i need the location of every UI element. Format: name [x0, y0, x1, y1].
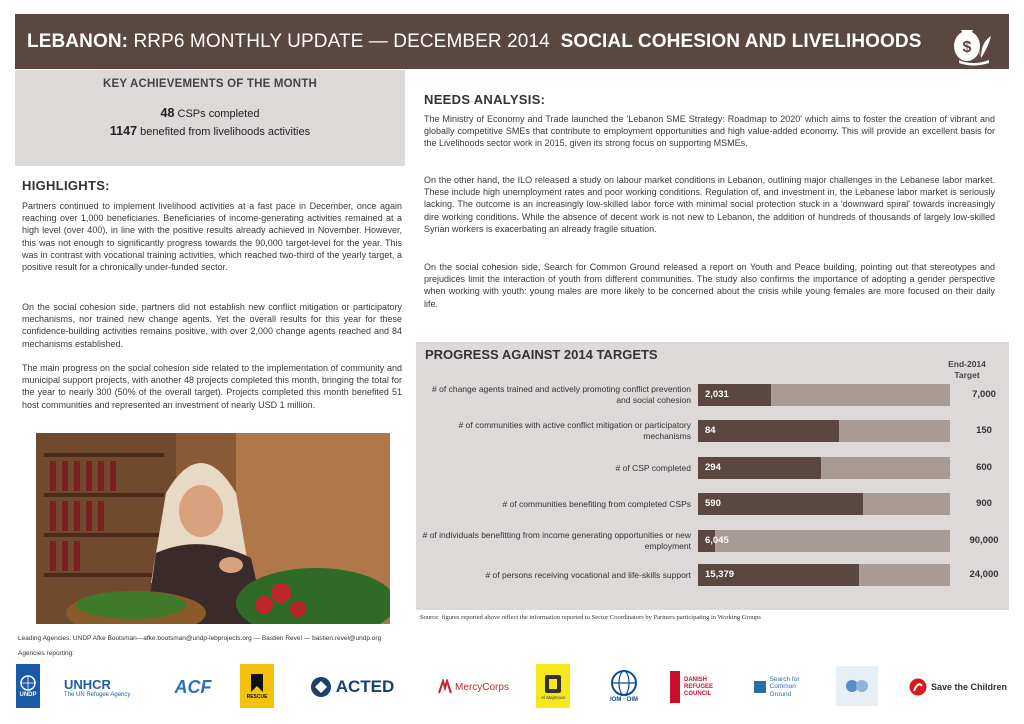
chart-value-label: 84	[705, 425, 716, 436]
mercycorps-logo-text: MercyCorps	[455, 681, 509, 693]
progress-chart	[416, 342, 1009, 610]
sfcg-logo-text: Search for Common Ground	[769, 675, 800, 698]
acted-logo	[302, 670, 402, 704]
chart-title: PROGRESS AGAINST 2014 TARGETS	[425, 347, 658, 362]
svg-text:$: $	[962, 39, 972, 56]
un-emblem-icon	[19, 674, 37, 692]
chart-value-label: 590	[705, 498, 721, 509]
chart-target-bar	[698, 420, 950, 442]
partner-emblem-icon	[843, 676, 871, 696]
mercycorps-emblem-icon	[437, 679, 453, 695]
chart-progress-bar	[698, 420, 839, 442]
agencies-reporting-label: Agencies reporting:	[18, 650, 75, 657]
iom-globe-icon	[610, 669, 638, 697]
chart-value-label: 6,045	[705, 535, 729, 546]
chart-category-label: # of communities benefiting from completed CSPs	[502, 498, 691, 509]
chart-target-label: 90,000	[969, 535, 999, 546]
chart-target-bar	[698, 564, 950, 586]
chart-target-bar	[698, 530, 950, 552]
almajmoua-logo-text: Al Majmoua	[541, 694, 565, 700]
unhcr-logo-text: UNHCR	[64, 676, 111, 692]
needs-analysis-title: NEEDS ANALYSIS:	[424, 92, 546, 107]
chart-value-label: 2,031	[705, 389, 729, 400]
irc-logo-text: RESCUE	[246, 694, 268, 700]
unhcr-logo-subtext: The UN Refugee Agency	[64, 691, 131, 698]
acf-logo	[166, 670, 220, 704]
key-achievements-box	[15, 70, 405, 166]
highlights-paragraph-1: Partners continued to implement livelihood activities at a fast pace in December, once again reaching over 1,000 beneficiaries. Beneficiaries of income-generating activities remained at a high level (over 400), in line with the positive results already achieved in November. However, this was not enough to significantly progress towards the 90,000 target-level for the year. This was in contrast with vocational training activities, which reached two-third of the yearly target, a positive result for a chronically under-funded sector.	[22, 201, 402, 273]
chart-target-bar	[698, 457, 950, 479]
needs-paragraph-1: The Ministry of Economy and Trade launched the 'Lebanon SME Strategy: Roadmap to 2020' which aims to foster the creation of vibrant and globally competitive SMEs that contribute to employment opportunities and high value-added economy. This will provide an excellent basis for the Livelihoods sector work in 2015, given its strong focus on supporting MSMEs.	[424, 114, 995, 149]
save-the-children-emblem-icon	[909, 678, 927, 696]
chart-target-label: 150	[976, 425, 992, 436]
iom-logo	[602, 664, 646, 708]
drc-logo-text: DANISH REFUGEE COUNCIL	[684, 676, 714, 697]
save-the-children-logo-text: Save the Children	[930, 682, 1008, 692]
mercycorps-logo	[428, 670, 518, 704]
chart-category-label: # of persons receiving vocational and life-skills support	[485, 569, 691, 580]
drc-logo	[670, 668, 742, 706]
agency-logos	[14, 662, 1014, 712]
almajmoua-emblem-icon	[543, 673, 563, 695]
chart-target-label: 900	[976, 498, 992, 509]
irc-figure-icon	[249, 672, 265, 694]
sfcg-logo	[748, 670, 822, 704]
page-title	[27, 31, 922, 53]
leading-agencies: Leading Agencies: UNDP Afke Bootsman—afke.bootsman@undp-lebprojects.org — Bastien Revel — bastien.revel@undp.org	[18, 635, 382, 642]
acted-logo-text: ACTED	[335, 677, 395, 696]
highlights-paragraph-3: The main progress on the social cohesion side related to the implementation of community and municipal support projects, with another 48 projects completed this month, bringing the total for the year to nearly 300 (50% of the overall target). Projects completed this month benefited 51 host communities and represented an investment of nearly USD 1 million.	[22, 363, 402, 410]
iom-logo-text: IOM · OIM	[610, 697, 638, 703]
chart-target-label: 600	[976, 462, 992, 473]
needs-paragraph-3: On the social cohesion side, Search for Common Ground released a report on Youth and Peace building, pointing out that stereotypes and prejudices limit the interaction of youth from different communities. The study also confirms the importance of adopting a gender perspective when working with youth: young males are more likely to be concerned about the crisis while young females are more focused on their daily life.	[424, 262, 995, 309]
chart-target-label: 24,000	[969, 569, 999, 580]
key-achievement-csps-text: CSPs completed	[177, 108, 260, 120]
page-header	[15, 14, 1009, 69]
undp-logo-text: UNDP	[19, 692, 37, 698]
irc-logo	[240, 664, 274, 708]
chart-target-bar	[698, 493, 950, 515]
chart-target-header: End-2014 Target	[948, 359, 986, 380]
drc-emblem-icon	[670, 671, 680, 703]
acted-emblem-icon	[310, 676, 332, 698]
source-note: Source: figures reported above reflect the information reported to Sector Coordinators by Partners participating in Working Groups	[420, 614, 761, 621]
chart-category-label: # of communities with active conflict mitigation or participatory mechanisms	[458, 420, 691, 441]
chart-category-label: # of CSP completed	[615, 462, 691, 473]
header-country: LEBANON:	[27, 30, 129, 52]
chart-value-label: 294	[705, 462, 721, 473]
key-achievement-livelihoods	[15, 124, 405, 138]
unhcr-logo	[64, 670, 154, 704]
header-update: RRP6 MONTHLY UPDATE — DECEMBER 2014	[133, 30, 550, 52]
sfcg-emblem-icon	[753, 680, 767, 694]
chart-target-label: 7,000	[972, 389, 996, 400]
header-sector: SOCIAL COHESION AND LIVELIHOODS	[560, 30, 922, 52]
woman-with-vegetables-photo	[36, 433, 390, 624]
highlights-paragraph-2: On the social cohesion side, partners did not establish new conflict mitigation or participatory mechanisms, nor trained new change agents. Yet the overall results for this year for these confidence-building activities remains positive, with over 2,000 change agents reached and 84 mechanisms established.	[22, 302, 402, 349]
chart-category-label: # of change agents trained and actively promoting conflict prevention and social cohesion	[432, 384, 691, 405]
chart-value-label: 15,379	[705, 569, 735, 580]
chart-progress-bar	[698, 493, 863, 515]
almajmoua-logo	[536, 664, 570, 708]
undp-logo	[16, 664, 40, 708]
save-the-children-logo	[904, 670, 1012, 704]
partner-logo	[836, 666, 878, 706]
key-achievements-title: KEY ACHIEVEMENTS OF THE MONTH	[102, 78, 318, 90]
money-bag-plant-icon	[951, 18, 995, 66]
key-achievement-csps	[15, 106, 405, 120]
needs-paragraph-2: On the other hand, the ILO released a study on labour market conditions in Lebanon, outlining major challenges in the Lebanese labor market. These include high unemployment rates and poor working conditions. Regulation of, and investment in, the Lebanese labor market is seriously lacking. The outcome is an increasingly low-skilled labor force with minimal social protection stuck in a 'downward spiral' towards increasingly dire working conditions. While the absence of decent work is not new to Lebanon, the addition of hundreds of thousands of largely low-skilled Syrian workers is exacerbating an already fragile situation.	[424, 175, 995, 234]
chart-target-bar	[698, 384, 950, 406]
key-achievement-livelihoods-text: benefited from livelihoods activities	[140, 126, 311, 138]
acf-logo-text: ACF	[174, 676, 212, 697]
key-achievement-csps-number: 48	[160, 106, 175, 120]
chart-category-label: # of individuals benefitting from income generating opportunities or new employment	[422, 530, 691, 551]
highlights-title: HIGHLIGHTS:	[22, 178, 110, 193]
key-achievement-livelihoods-number: 1147	[109, 124, 138, 138]
